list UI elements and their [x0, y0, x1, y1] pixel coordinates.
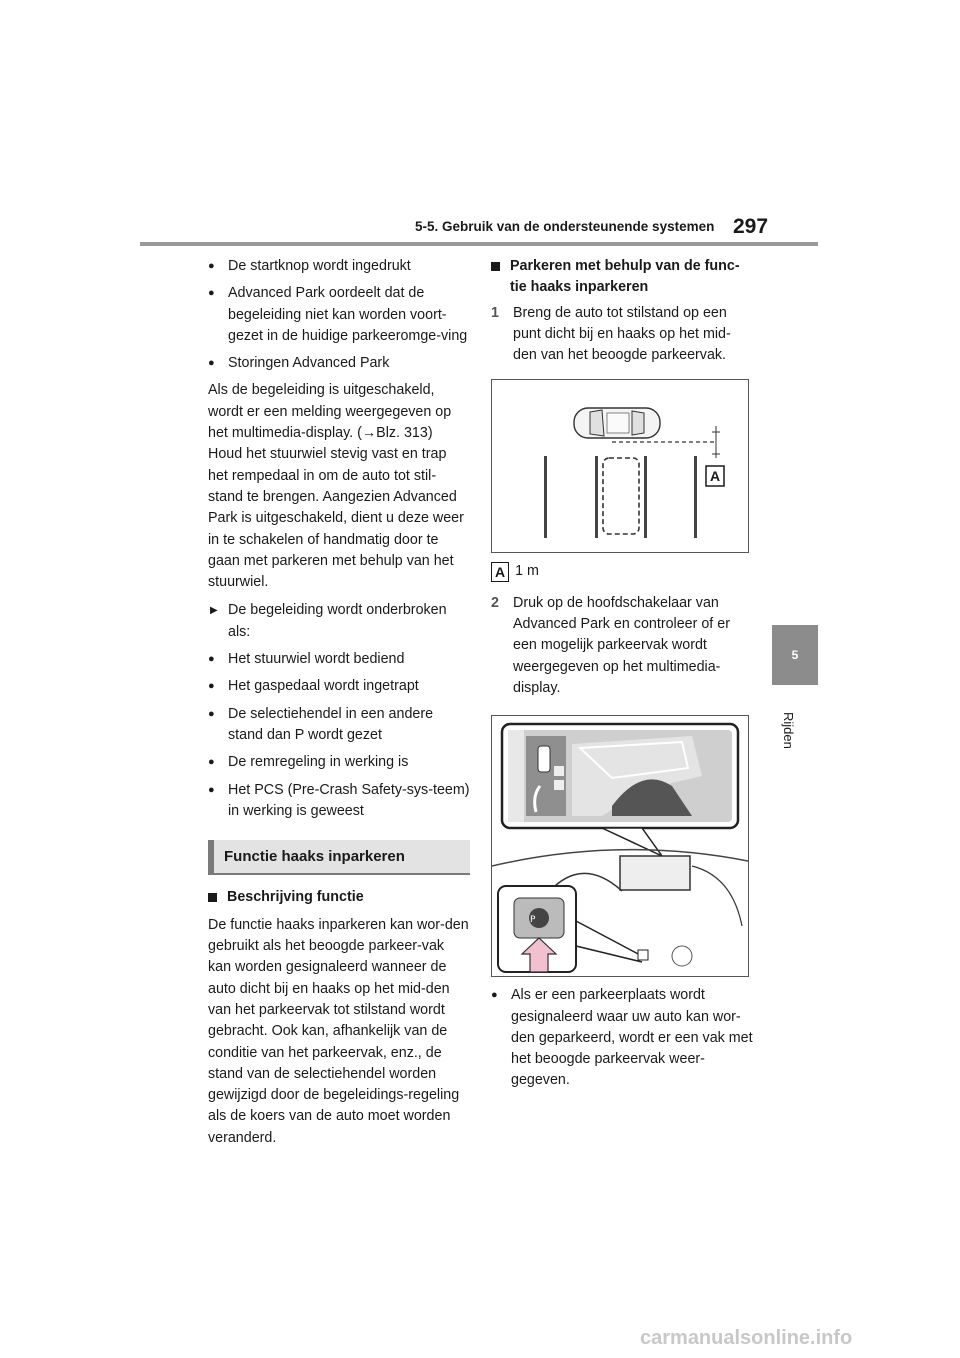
- bullet-item: ● De remregeling in werking is: [208, 752, 470, 773]
- legend-text: 1 m: [515, 563, 539, 580]
- step-2: [491, 593, 753, 699]
- bullet-item: ● De startknop wordt ingedrukt: [208, 256, 470, 277]
- step-text: Breng de auto tot stilstand op een punt dicht bij en haaks op het mid-den van het beoogde parkeervak.: [513, 304, 731, 364]
- arrow-item: ▶ De begeleiding wordt onderbroken als:: [208, 600, 470, 643]
- svg-text:P: P: [530, 915, 536, 926]
- bullet-item: ● Advanced Park oordeelt dat de begeleiding niet kan worden voort-gezet in de huidige parkeeromge-ving: [208, 283, 470, 347]
- section-heading: Functie haaks inparkeren: [208, 840, 470, 875]
- section-title: 5-5. Gebruik van de ondersteunende systemen: [415, 219, 715, 234]
- step-1: [491, 303, 753, 367]
- bullet-item: ● Het PCS (Pre-Crash Safety-sys-teem) in werking is geweest: [208, 780, 470, 823]
- parking-diagram-image: [492, 380, 748, 552]
- left-column: [208, 256, 470, 1149]
- bullet-item: ● De selectiehendel in een andere stand dan P wordt gezet: [208, 704, 470, 747]
- chapter-tab[interactable]: [772, 625, 818, 685]
- figure-callout: A: [710, 468, 721, 485]
- paragraph: Als de begeleiding is uitgeschakeld, wordt er een melding weergegeven op het multimedia-display. (→Blz. 313) Houd het stuurwiel stevig vast en trap het rempedaal in om de auto tot stil-stand te brengen. Aangezien Advanced Park is uitgeschakeld, dient u deze weer in te schakelen of handmatig door te gaan met parkeren met behulp van het stuurwiel.: [208, 382, 464, 591]
- bullet-item: ● Storingen Advanced Park: [208, 353, 470, 374]
- dashboard-illustration: [492, 716, 748, 976]
- subheading: Parkeren met behulp van de func-tie haaks inparkeren: [491, 256, 753, 299]
- figure-parking-diagram: [491, 379, 749, 553]
- chapter-label: Rijden: [781, 712, 796, 749]
- page-number: 297: [733, 215, 769, 238]
- chapter-number: 5: [791, 648, 799, 662]
- legend-label: A: [491, 562, 509, 582]
- figure-dashboard: [491, 715, 749, 977]
- step-number: 1: [491, 304, 499, 321]
- watermark: carmanualsonline.info: [640, 1327, 853, 1349]
- header-rule: [140, 242, 818, 246]
- subheading: Beschrijving functie: [208, 887, 470, 908]
- bullet-item: ● Het stuurwiel wordt bediend: [208, 649, 470, 670]
- figure-legend: [491, 561, 753, 582]
- car-icon: [574, 408, 660, 438]
- bullet-item: ● Als er een parkeerplaats wordt gesignaleerd waar uw auto kan wor-den geparkeerd, wordt er een vak met het beoogde parkeervak weer-gegeven.: [491, 985, 753, 1091]
- step-number: 2: [491, 594, 499, 611]
- step-text: Druk op de hoofdschakelaar van Advanced Park en controleer of er een mogelijk parkeervak wordt weergegeven op het multimedia-display.: [513, 594, 730, 696]
- right-column: [491, 256, 753, 1092]
- bullet-item: ● Het gaspedaal wordt ingetrapt: [208, 676, 470, 697]
- description: De functie haaks inparkeren kan wor-den gebruikt als het beoogde parkeer-vak kan worden gesignaleerd wanneer de auto dicht bij en haaks op het mid-den van het parkeervak tot stilstand wordt gebracht. Ook kan, afhankelijk van de conditie van het parkeervak, enz., de stand van de selectiehendel worden gewijzigd door de begeleidings-regeling als de koers van de auto moet worden veranderd.: [208, 916, 469, 1146]
